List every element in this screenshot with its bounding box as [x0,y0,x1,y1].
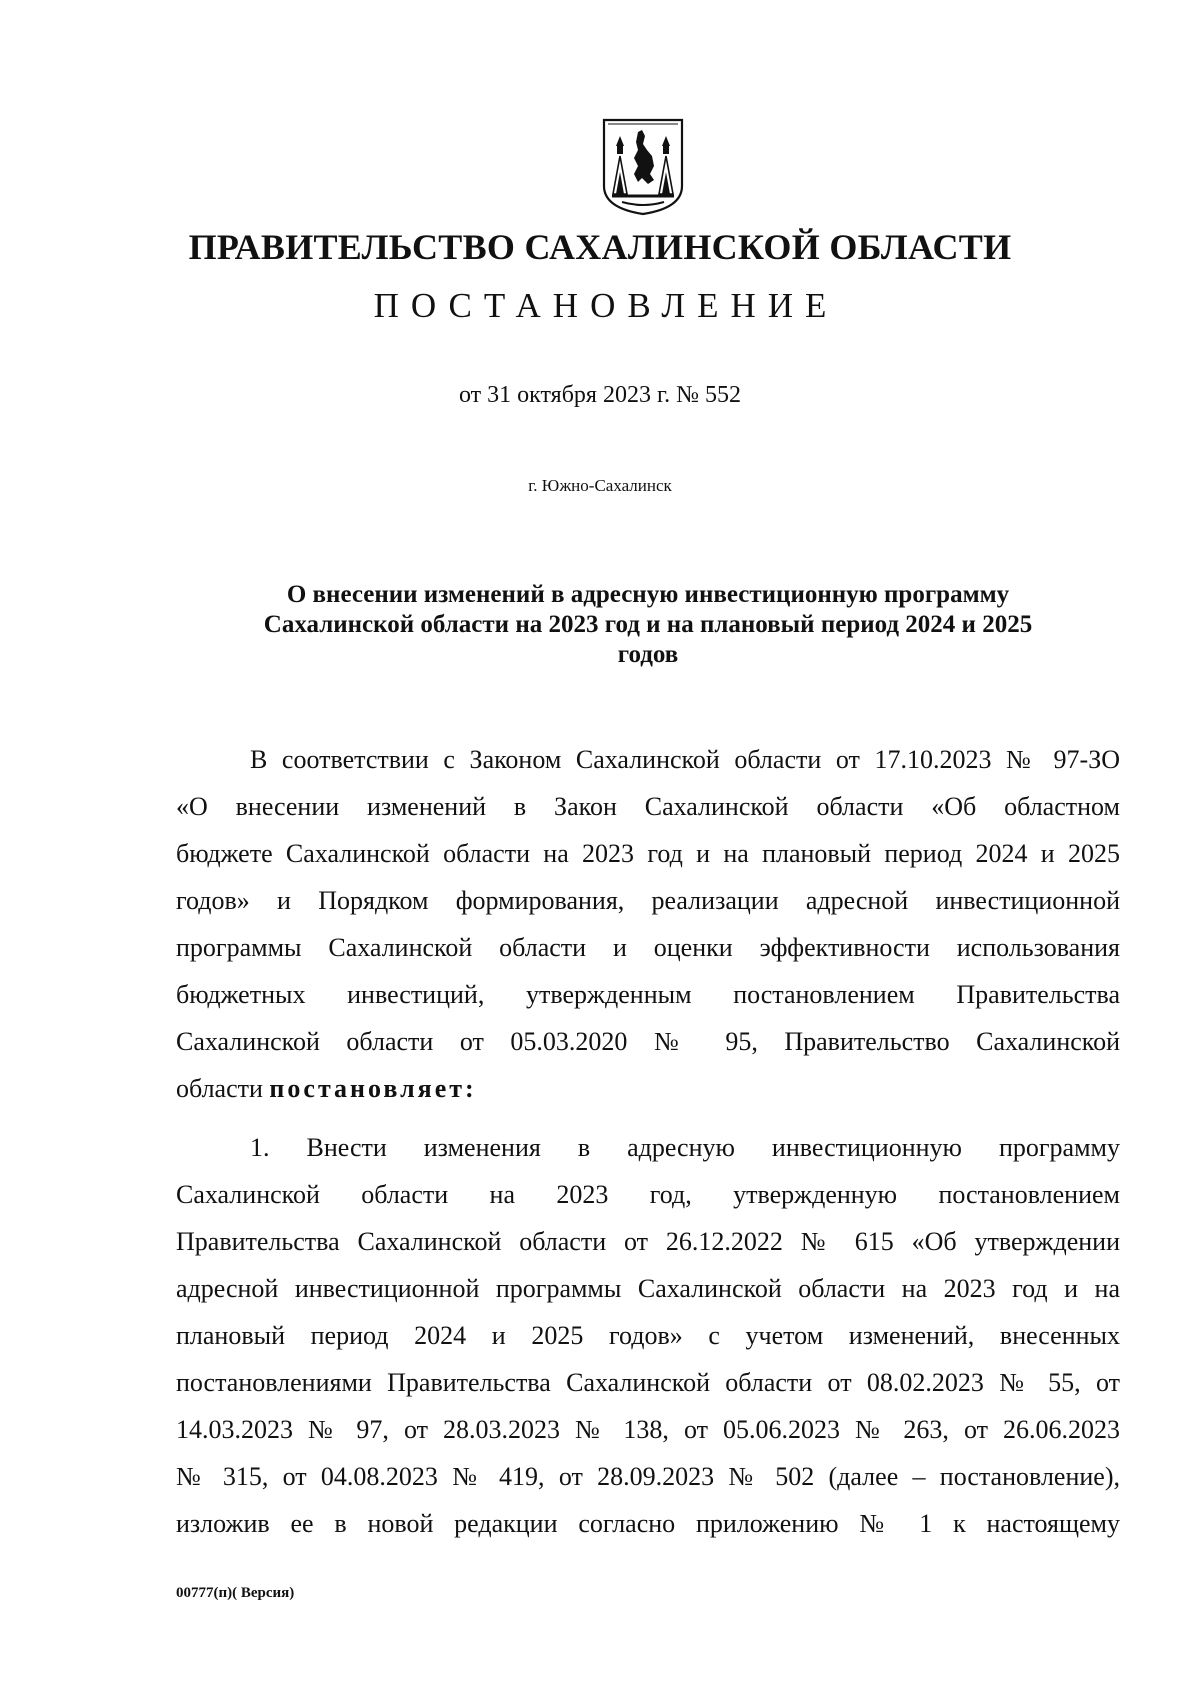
paragraph-line: годов» и Порядком формирования, реализации адресной инвестиционной [176,886,1120,915]
paragraph-line: Правительства Сахалинской области от 26.12.2022 № 615 «Об утверждении [176,1227,1120,1256]
paragraph-line: изложив ее в новой редакции согласно приложению № 1 к настоящему [176,1509,1120,1538]
document-type: ПОСТАНОВЛЕНИЕ [373,286,839,325]
resolution-prefix: области [176,1074,270,1103]
document-date-number: от 31 октября 2023 г. № 552 [458,382,741,408]
document-city: г. Южно-Сахалинск [528,476,672,495]
paragraph-line: программы Сахалинской области и оценки эффективности использования [176,933,1120,962]
organization-title: ПРАВИТЕЛЬСТВО САХАЛИНСКОЙ ОБЛАСТИ [188,227,1012,267]
paragraph-line: постановлениями Правительства Сахалинской области от 08.02.2023 № 55, от [176,1368,1120,1397]
footer-code: 00777(п)( Версия) [176,1585,295,1601]
subject-line: годов [617,641,679,668]
resolution-keyword: постановляет: [269,1074,477,1103]
paragraph-line: адресной инвестиционной программы Сахалинской области на 2023 год и на [176,1274,1120,1303]
paragraph-line: Сахалинской области на 2023 год, утвержденную постановлением [176,1180,1120,1209]
subject-line: Сахалинской области на 2023 год и на плановый период 2024 и 2025 [263,611,1033,638]
paragraph-line: бюджетных инвестиций, утвержденным постановлением Правительства [176,980,1120,1009]
sakhalin-coat-of-arms-icon [598,116,688,216]
paragraph-last-line [176,1065,1120,1112]
document-subject [176,580,1120,670]
subject-line: О внесении изменений в адресную инвестиционную программу [286,581,1010,608]
paragraph-line: бюджете Сахалинской области на 2023 год и на плановый период 2024 и 2025 [176,839,1120,868]
paragraph-item-1 [176,1124,1120,1547]
paragraph-line: плановый период 2024 и 2025 годов» с учетом изменений, внесенных [176,1321,1120,1350]
paragraph-preamble [176,736,1120,1112]
paragraph-line: 14.03.2023 № 97, от 28.03.2023 № 138, от 05.06.2023 № 263, от 26.06.2023 [176,1415,1120,1444]
paragraph-line: Сахалинской области от 05.03.2020 № 95, Правительство Сахалинской [176,1027,1120,1056]
paragraph-line: В соответствии с Законом Сахалинской области от 17.10.2023 № 97-ЗО [250,745,1120,774]
paragraph-line: 1. Внести изменения в адресную инвестиционную программу [250,1133,1120,1162]
paragraph-line: № 315, от 04.08.2023 № 419, от 28.09.2023 № 502 (далее – постановление), [176,1462,1120,1491]
paragraph-line: «О внесении изменений в Закон Сахалинской области «Об областном [176,792,1120,821]
